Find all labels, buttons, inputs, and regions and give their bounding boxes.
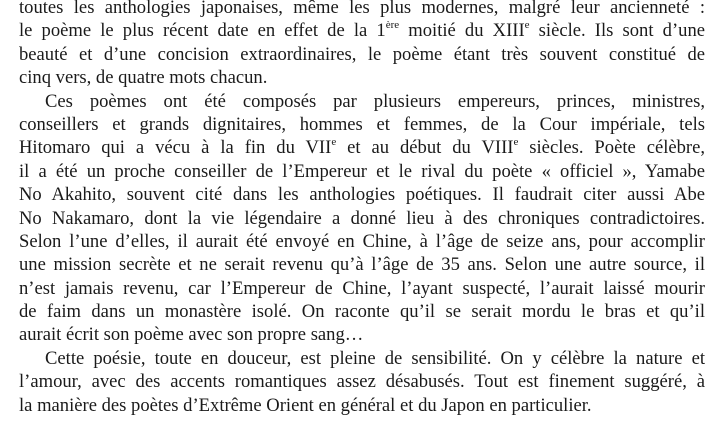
text-line: Ces poèmes ont été composés par plusieurs empereurs, princes, ministres, [45, 90, 705, 112]
text-line: Selon l’une d’elles, il aurait été envoyé en Chine, à l’âge de seize ans, pour accomplir [19, 230, 705, 252]
text-segment: siècle. Ils sont d’une [529, 20, 705, 42]
paragraph-2 [19, 90, 705, 347]
text-line: l’amour, avec des accents romantiques assez désabusés. Tout est finement suggéré, à [19, 371, 705, 393]
text-line: n’est jamais revenu, car l’Empereur de Chine, l’ayant suspecté, l’aurait laissé mourir [19, 277, 705, 299]
text-segment: le poème le plus récent date en effet de la 1 [19, 20, 386, 42]
text-line: cinq vers, de quatre mots chacun. [19, 67, 268, 89]
paragraph-1 [19, 0, 705, 90]
document-page [19, 0, 705, 417]
superscript: e [331, 136, 337, 149]
text-line: Cette poésie, toute en douceur, est pleine de sensibilité. On y célèbre la nature et [45, 347, 705, 369]
text-line: la manière des poètes d’Extrême Orient en général et du Japon en particulier. [19, 394, 592, 416]
text-segment: moitié du XIII [399, 20, 525, 42]
superscript: ère [385, 19, 400, 32]
text-line: No Akahito, souvent cité dans les anthologies poétiques. Il faudrait citer aussi Abe [19, 184, 705, 206]
superscript: e [524, 19, 530, 32]
text-line: No Nakamaro, dont la vie légendaire a donné lieu à des chroniques contradictoires. [19, 207, 705, 229]
text-line: une mission secrète et ne serait revenu qu’à l’âge de 35 ans. Selon une autre source, il [19, 254, 705, 276]
text-line: beauté et d’une concision extraordinaires, le poème étant très souvent constitué de [19, 43, 705, 65]
text-segment: siècles. Poète célèbre, [518, 137, 706, 159]
text-line: conseillers et grands dignitaires, hommes et femmes, de la Cour impériale, tels [19, 113, 705, 135]
text-line: aurait écrit son poème avec son propre sang… [19, 324, 364, 346]
text-segment: Hitomaro qui a vécu à la fin du VII [19, 137, 332, 159]
paragraph-3 [19, 347, 705, 417]
superscript: e [513, 136, 519, 149]
text-line: il a été un proche conseiller de l’Empereur et le rival du poète « officiel », Yamabe [19, 160, 705, 182]
text-line-with-superscripts [19, 136, 705, 159]
text-line-with-superscripts [19, 19, 705, 42]
text-line: de faim dans un monastère isolé. On raconte qu’il se serait mordu le bras et qu’il [19, 301, 705, 323]
text-segment: et au début du VIII [336, 137, 514, 159]
text-line: toutes les anthologies japonaises, même les plus modernes, malgré leur ancienneté : [19, 0, 705, 18]
